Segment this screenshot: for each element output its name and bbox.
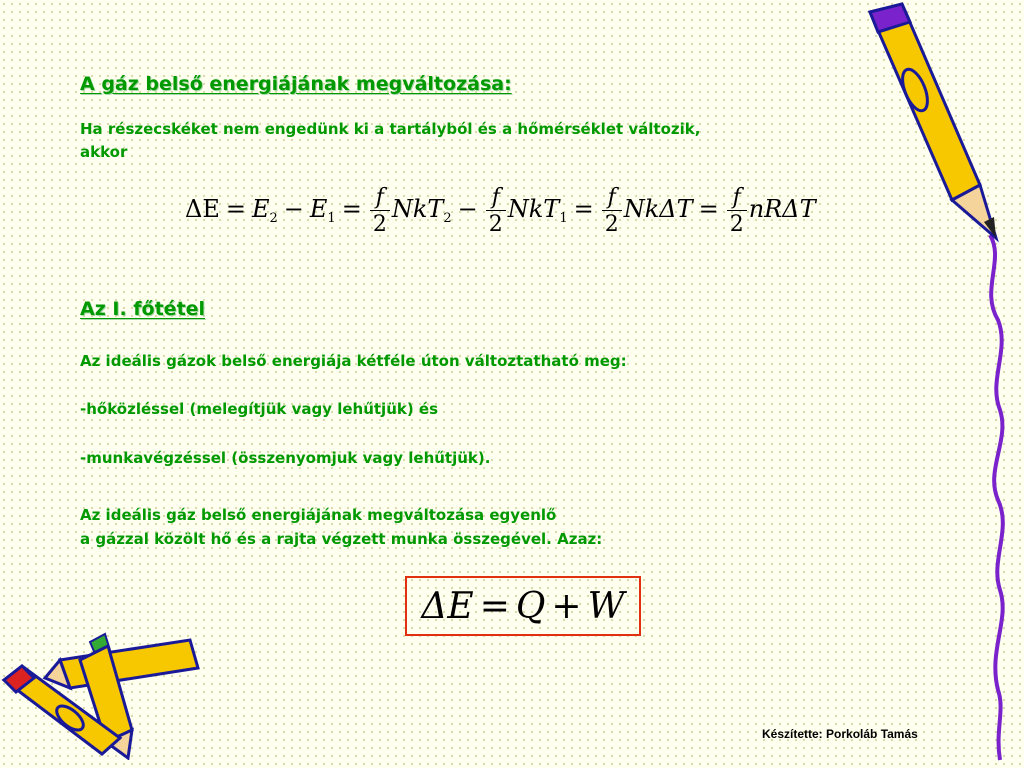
pencils-bottom-left-icon (0, 620, 210, 760)
eq1-term2: NkT (507, 195, 560, 223)
pencil-top-right-icon (860, 0, 1024, 768)
eq1-term1-sub: 2 (443, 211, 452, 226)
eq1-term1: NkT (391, 195, 444, 223)
bullet-work: -munkavégzéssel (összenyomjuk vagy lehűtjük). (80, 449, 491, 467)
bullet-heating: -hőközléssel (melegítjük vagy lehűtjük) és (80, 400, 439, 418)
eq1-e1: E (309, 195, 328, 223)
section-title: Az I. főtétel (80, 298, 206, 320)
eq1-term2-sub: 1 (559, 211, 568, 226)
eq1-term3: NkΔT (623, 195, 693, 223)
eq2-lhs: ΔE (421, 585, 474, 627)
intro-line-1: Ha részecskéket nem engedünk ki a tartályból és a hőmérséklet változik, (80, 120, 701, 138)
eq1-e2-sub: 2 (269, 211, 278, 226)
eq1-e1-sub: 1 (327, 211, 336, 226)
eq1-frac-2: $\frac{f}{2}$ (486, 186, 506, 239)
first-law-equation-box: ΔE = Q + W (405, 576, 641, 636)
credit-author: Készítette: Porkoláb Tamás (762, 727, 918, 741)
eq2-w: W (587, 585, 625, 627)
paragraph-2-line-1: Az ideális gáz belső energiájának megváltozása egyenlő (80, 506, 557, 524)
eq1-e2: E (251, 195, 270, 223)
paragraph-1: Az ideális gázok belső energiája kétféle úton változtatható meg: (80, 352, 627, 370)
eq2-q: Q (515, 585, 546, 627)
page-title: A gáz belső energiájának megváltozása: (80, 73, 512, 95)
eq1-lhs: ΔE (185, 195, 220, 223)
paragraph-2-line-2: a gázzal közölt hő és a rajta végzett munka összegével. Azaz: (80, 530, 603, 548)
intro-line-2: akkor (80, 143, 128, 161)
eq1-term4: nRΔT (748, 195, 816, 223)
eq1-frac-3: $\frac{f}{2}$ (602, 186, 622, 239)
equation-energy-change: $\Delta E = E_2 - E_1$ = $\frac{f}{2}$ NkT$_2$ − $\frac{f}{2}$ NkT$_1$ = $\frac{f}{2}$ NkΔT = $\frac{f}{2}$ nRΔT (185, 185, 816, 237)
eq1-frac-1: $\frac{f}{2}$ (370, 186, 390, 239)
eq1-frac-4: $\frac{f}{2}$ (727, 186, 747, 239)
